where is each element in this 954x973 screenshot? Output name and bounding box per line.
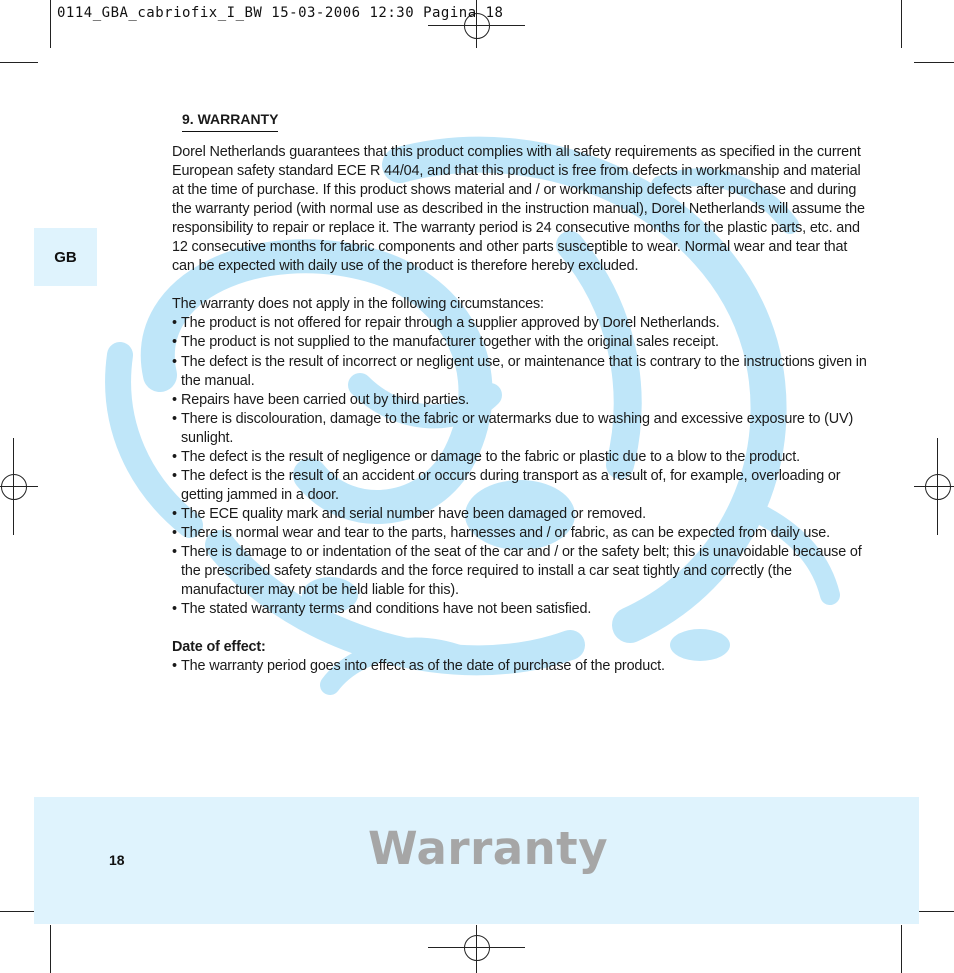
crop-mark: [901, 0, 902, 48]
list-item: • There is damage to or indentation of the seat of the car and / or the safety belt; this is unavoidable because of the prescribed safety standards and the force required to install a car seat tightly and correctly (the manufacturer may not be held liable for this).: [172, 543, 872, 600]
list-item: • The warranty period goes into effect as of the date of purchase of the product.: [172, 657, 872, 676]
crop-mark: [914, 911, 954, 912]
print-slug: 0114_GBA_cabriofix_I_BW 15-03-2006 12:30 Pagina 18: [57, 5, 504, 21]
list-item: • The defect is the result of negligence or damage to the fabric or plastic due to a blow to the product.: [172, 448, 872, 467]
exclusions-list: [172, 314, 872, 619]
exclusions-intro: The warranty does not apply in the following circumstances:: [172, 296, 544, 313]
date-of-effect-list: [172, 657, 872, 676]
list-item: • The defect is the result of an accident or occurs during transport as a result of, for example, overloading or getting jammed in a door.: [172, 467, 872, 505]
crop-mark: [50, 0, 51, 48]
page-number: 18: [109, 852, 125, 868]
list-item: • The product is not supplied to the manufacturer together with the original sales receipt.: [172, 333, 872, 352]
crop-mark: [0, 911, 38, 912]
footer-title: Warranty: [368, 822, 609, 875]
list-item: • There is normal wear and tear to the parts, harnesses and / or fabric, as can be expected from daily use.: [172, 524, 872, 543]
crop-mark: [914, 62, 954, 63]
list-item: • The product is not offered for repair through a supplier approved by Dorel Netherlands.: [172, 314, 872, 333]
date-of-effect-title: Date of effect:: [172, 639, 266, 656]
list-item: • The ECE quality mark and serial number have been damaged or removed.: [172, 505, 872, 524]
list-item: • Repairs have been carried out by third parties.: [172, 391, 872, 410]
crop-mark: [901, 925, 902, 973]
crop-mark: [50, 925, 51, 973]
section-title: 9. WARRANTY: [182, 110, 278, 132]
list-item: • The defect is the result of incorrect or negligent use, or maintenance that is contrary to the instructions given in the manual.: [172, 353, 872, 391]
crop-mark: [0, 62, 38, 63]
language-tab: GB: [34, 228, 97, 286]
intro-paragraph: Dorel Netherlands guarantees that this product complies with all safety requirements as specified in the current European safety standard ECE R 44/04, and that this product is free from defects in workmanship and material at the time of purchase. If this product shows material and / or workmanship defects after purchase and during the warranty period (with normal use as described in the instruction manual), Dorel Netherlands will assume the responsibility to repair or replace it. The warranty period is 24 consecutive months for the plastic parts, etc. and 12 consecutive months for fabric components and other parts susceptible to wear. Normal wear and tear that can be expected with daily use of the product is therefore hereby excluded.: [172, 144, 865, 275]
warranty-section: [172, 110, 872, 676]
list-item: • The stated warranty terms and conditions have not been satisfied.: [172, 600, 872, 619]
list-item: • There is discolouration, damage to the fabric or watermarks due to washing and excessive exposure to (UV) sunlight.: [172, 410, 872, 448]
